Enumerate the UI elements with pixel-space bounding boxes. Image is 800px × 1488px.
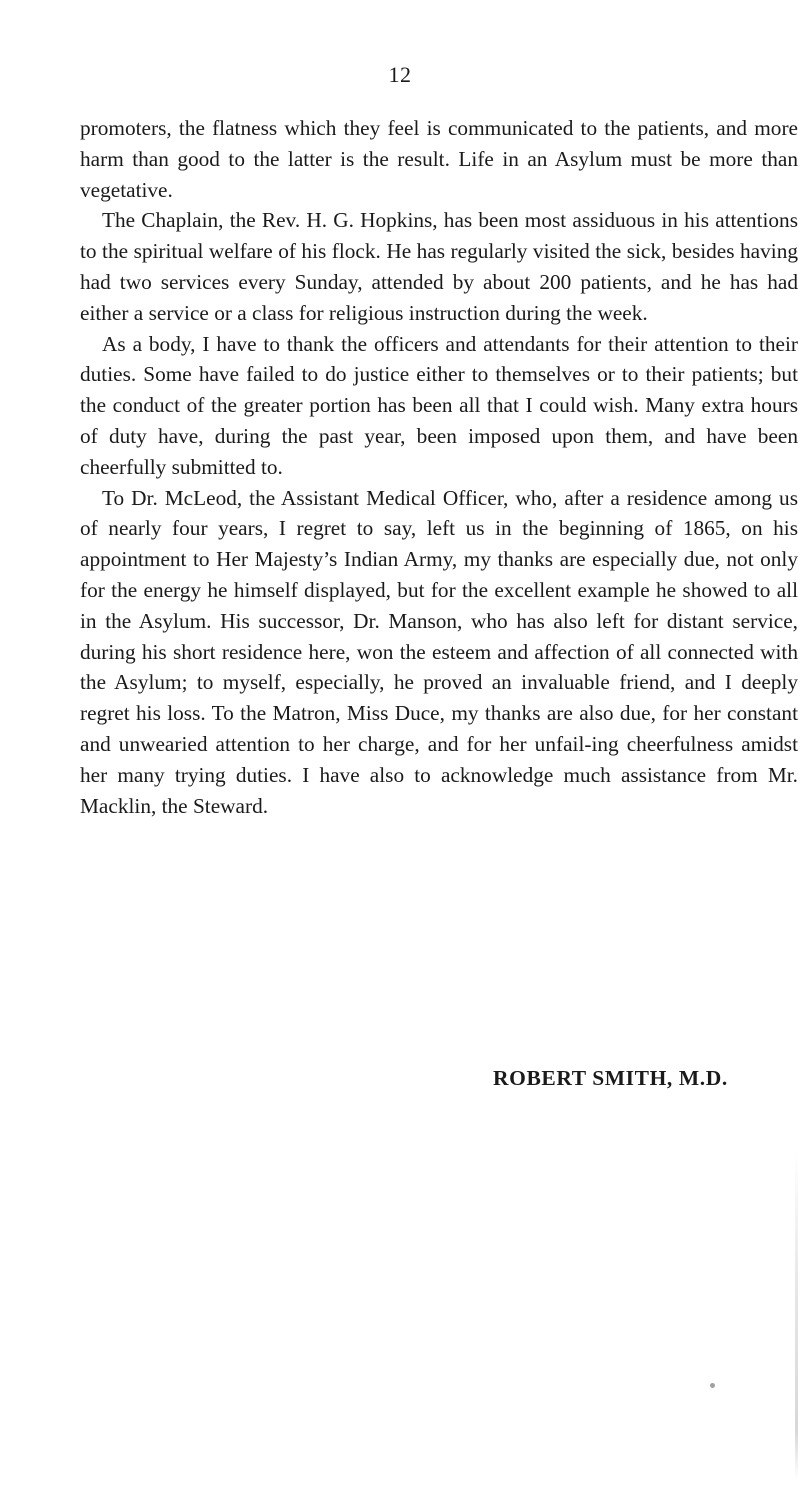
paragraph-medical-officers: To Dr. McLeod, the Assistant Medical Officer, who, after a residence among us of nearly four years, I regret to say, left us in the beginning of 1865, on his appointment to Her Majesty’s Indian Army, my thanks are especially due, not only for the energy he himself displayed, but for the excellent example he showed to all in the Asylum. His successor, Dr. Manson, who has also left for distant service, during his short residence here, won the esteem and affection of all connected with the Asylum; to myself, especially, he proved an invaluable friend, and I deeply regret his loss. To the Matron, Miss Duce, my thanks are also due, for her constant and unwearied attention to her charge, and for her unfail-ing cheerfulness amidst her many trying duties. I have also to acknowledge much assistance from Mr. Macklin, the Steward. <box>80 485 798 818</box>
signature: ROBERT SMITH, M.D. <box>493 1066 728 1090</box>
paragraph-officers: As a body, I have to thank the officers and attendants for their attention to their duties. Some have failed to do justice either to themselves or to their patients; but the conduct of the greater portion has been all that I could wish. Many extra hours of duty have, during the past year, been imposed upon them, and have been cheerfully submitted to. <box>80 331 798 479</box>
paragraph-chaplain: The Chaplain, the Rev. H. G. Hopkins, has been most assiduous in his attentions to the spiritual welfare of his flock. He has regularly visited the sick, besides having had two services every Sunday, attended by about 200 patients, and he has had either a service or a class for religious instruction during the week. <box>80 208 798 325</box>
scan-edge-mark <box>795 1150 798 1480</box>
page-number: 12 <box>388 62 412 87</box>
scan-dot <box>710 1383 715 1388</box>
paragraph-continuation: promoters, the flatness which they feel is communicated to the patients, and more harm than good to the latter is the result. Life in an Asylum must be more than vegetative. <box>80 116 798 202</box>
body-text <box>80 113 798 821</box>
